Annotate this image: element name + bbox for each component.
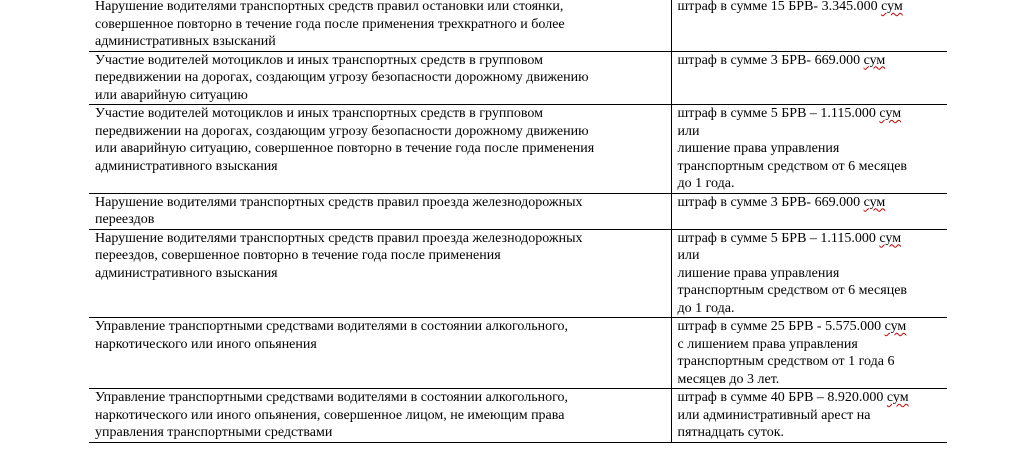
currency-unit-text: сум (879, 106, 902, 121)
penalty-rest-text: с лишением права управления транспортным средством от 1 года 6 месяцев до 3 лет. (677, 336, 895, 387)
offense-cell: Участие водителей мотоциклов и иных транспортных средств в групповом передвижении на дорогах, создающим угрозу безопасности дорожному движению или аварийную ситуацию, совершенное повторно в течение года после применения административного взыскания (89, 105, 671, 194)
table-row (89, 318, 947, 389)
table-row (89, 51, 947, 105)
offense-cell: Нарушение водителями транспортных средств правил проезда железнодорожных переездов, совершенное повторно в течение года после применения административного взыскания (89, 229, 671, 318)
penalty-cell (671, 0, 947, 51)
penalty-lead-text: штраф в сумме 5 БРВ – 1.115.000 (677, 230, 880, 246)
penalty-lead-text: штраф в сумме 5 БРВ – 1.115.000 (677, 106, 880, 121)
penalties-table-body (89, 0, 947, 442)
penalty-lead-text: штраф в сумме 3 БРВ- 669.000 (677, 52, 864, 68)
offense-cell: Управление транспортными средствами водителями в состоянии алкогольного, наркотического или иного опьянения (89, 318, 671, 389)
penalty-lead-text: штраф в сумме 25 БРВ - 5.575.000 (677, 319, 885, 334)
offense-cell: Управление транспортными средствами водителями в состоянии алкогольного, наркотического или иного опьянения, совершенное лицом, не имеющим права управления транспортными средствами (89, 389, 671, 443)
offense-cell: Нарушение водителями транспортных средств правил остановки или стоянки, совершенное повторно в течение года после применения трехкратного и более административных взысканий (89, 0, 671, 51)
offense-cell: Участие водителей мотоциклов и иных транспортных средств в групповом передвижении на дорогах, создающим угрозу безопасности дорожному движению или аварийную ситуацию (89, 51, 671, 105)
table-row (89, 0, 947, 51)
table-row (89, 229, 947, 318)
penalty-cell (671, 229, 947, 318)
penalty-rest-text: или административный арест на пятнадцать суток. (677, 407, 871, 440)
currency-unit-text: сум (863, 194, 886, 210)
offense-cell: Нарушение водителями транспортных средств правил проезда железнодорожных переездов (89, 193, 671, 229)
penalty-lead-text: штраф в сумме 40 БРВ – 8.920.000 (677, 390, 887, 405)
table-row (89, 193, 947, 229)
currency-unit-text: сум (863, 52, 886, 68)
currency-unit-text: сум (881, 0, 903, 14)
penalty-cell (671, 51, 947, 105)
penalty-rest-text: или лишение права управления транспортным средством от 6 месяцев до 1 года. (677, 123, 908, 191)
penalty-rest-text: или лишение права управления транспортным средством от 6 месяцев до 1 года. (677, 248, 908, 316)
table-row (89, 105, 947, 194)
penalty-cell (671, 318, 947, 389)
table-row (89, 389, 947, 443)
currency-unit-text: сум (886, 390, 909, 405)
penalty-cell (671, 105, 947, 194)
penalty-cell (671, 389, 947, 443)
currency-unit-text: сум (879, 230, 902, 246)
currency-unit-text: сум (884, 319, 907, 334)
penalty-lead-text: штраф в сумме 3 БРВ- 669.000 (677, 194, 864, 210)
penalties-table (89, 0, 947, 443)
penalty-lead-text: штраф в сумме 15 БРВ- 3.345.000 (677, 0, 882, 14)
penalty-cell (671, 193, 947, 229)
